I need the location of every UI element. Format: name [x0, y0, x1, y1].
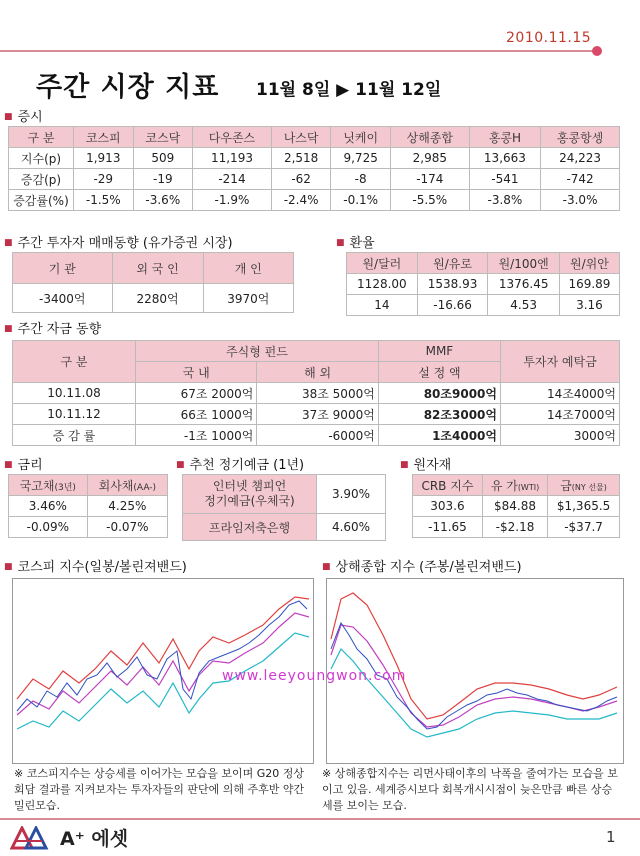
bullet-icon: ■ [176, 460, 185, 470]
table-header [548, 475, 620, 496]
table-cell: -5.5% [390, 190, 469, 211]
investor-table [12, 252, 294, 313]
header-text: 유 가 [490, 478, 518, 493]
bullet-icon: ■ [322, 562, 331, 572]
table-header: 닛케이 [331, 127, 391, 148]
table-cell: -1.9% [193, 190, 272, 211]
table-cell: -0.07% [87, 517, 167, 538]
table-cell: -$37.7 [548, 517, 620, 538]
table-cell: -1.5% [74, 190, 134, 211]
bullet-icon: ■ [400, 460, 409, 470]
table-header: 국 내 [136, 362, 257, 383]
watermark-text: www.leeyoungwon.com [222, 668, 407, 684]
deposit-product: 프라임저축은행 [183, 514, 317, 541]
table-cell: 지수(p) [9, 148, 74, 169]
table-header: 원/달러 [347, 253, 418, 274]
table-header-row [413, 475, 620, 496]
shanghai-note: ※ 상해종합지수는 리먼사태이후의 낙폭을 줄여가는 모습을 보이고 있음. 세계증시보다 회복개시시점이 늦은만큼 빠른 상승세를 보이는 모습. [322, 767, 618, 812]
table-header-row [13, 253, 294, 284]
logo-mark [10, 826, 54, 852]
kospi-note: ※ 코스피지수는 상승세를 이어가는 모습을 보이며 G20 정상회담 결과를 지켜보자는 투자자들의 판단에 의해 주후반 약간 밀린모습. [14, 767, 305, 812]
company-logo-icon [10, 826, 54, 856]
section-fx [336, 232, 375, 251]
page-title: 주간 시장 지표 [36, 72, 220, 103]
table-header: 나스닥 [271, 127, 331, 148]
table-row [9, 496, 168, 517]
table-cell: 37조 9000억 [257, 404, 378, 425]
report-date: 2010.11.15 [506, 30, 592, 46]
table-header: MMF [378, 341, 500, 362]
table-cell: 2,518 [271, 148, 331, 169]
header-subtext: (AA-) [133, 482, 157, 493]
brand-name: A⁺ 에셋 [60, 828, 129, 850]
table-header: 다우존스 [193, 127, 272, 148]
table-header-row [347, 253, 620, 274]
top-divider-dot [592, 46, 602, 56]
table-cell: 11,193 [193, 148, 272, 169]
table-header: 코스피 [74, 127, 134, 148]
table-cell: 3.46% [9, 496, 88, 517]
table-header: 상해종합 [390, 127, 469, 148]
deposit-product: 인터넷 챔피언 정기예금(우체국) [183, 475, 317, 514]
table-cell: 303.6 [413, 496, 483, 517]
header-text: 금 [560, 478, 572, 493]
table-cell: 82조3000억 [378, 404, 500, 425]
header-text: 국고채 [19, 478, 55, 493]
section-label: 주간 자금 동향 [17, 322, 102, 337]
table-cell: 증감률(%) [9, 190, 74, 211]
section-label: 원자재 [413, 458, 452, 473]
table-cell: -541 [469, 169, 540, 190]
bullet-icon: ■ [4, 112, 13, 122]
bullet-icon: ■ [4, 460, 13, 470]
table-cell: 4.25% [87, 496, 167, 517]
table-cell: -11.65 [413, 517, 483, 538]
section-label: 코스피 지수(일봉/볼린져밴드) [17, 560, 187, 575]
stock-table [8, 126, 620, 211]
rates-table [8, 474, 168, 538]
bullet-icon: ■ [336, 238, 345, 248]
table-row [13, 284, 294, 313]
table-cell: -1조 1000억 [136, 425, 257, 446]
table-cell: 3970억 [203, 284, 293, 313]
header-subtext: (3년) [54, 482, 76, 493]
table-header: 홍콩H [469, 127, 540, 148]
table-header: 주식형 펀드 [136, 341, 379, 362]
table-row [413, 517, 620, 538]
table-cell: -174 [390, 169, 469, 190]
table-cell: 증 감 률 [13, 425, 136, 446]
section-label: 상해종합 지수 (주봉/볼린져밴드) [335, 560, 522, 575]
table-row [9, 169, 620, 190]
table-cell: -2.4% [271, 190, 331, 211]
table-cell: -3.8% [469, 190, 540, 211]
bullet-icon: ■ [4, 324, 13, 334]
table-cell: 67조 2000억 [136, 383, 257, 404]
table-cell: 1376.45 [488, 274, 559, 295]
table-cell: 38조 5000억 [257, 383, 378, 404]
table-cell: -0.09% [9, 517, 88, 538]
header-subtext: (NY 선물) [571, 482, 607, 492]
table-cell: 9,725 [331, 148, 391, 169]
table-header: 설 정 액 [378, 362, 500, 383]
table-cell: 4.53 [488, 295, 559, 316]
table-row [13, 404, 620, 425]
header-text: 회사채 [98, 478, 134, 493]
table-row [13, 383, 620, 404]
table-cell: 13,663 [469, 148, 540, 169]
report-period: 11월 8일 ▶ 11월 12일 [256, 80, 442, 100]
table-header: 외 국 인 [112, 253, 203, 284]
table-cell: 1538.93 [417, 274, 488, 295]
deposit-table [182, 474, 386, 541]
table-cell: 증감(p) [9, 169, 74, 190]
section-label: 환율 [349, 236, 375, 251]
table-row [413, 496, 620, 517]
table-header [482, 475, 547, 496]
table-header-row [13, 341, 620, 362]
table-header: 투자자 예탁금 [501, 341, 620, 383]
table-cell: $84.88 [482, 496, 547, 517]
table-cell: 66조 1000억 [136, 404, 257, 425]
table-cell: -214 [193, 169, 272, 190]
fx-table [346, 252, 620, 316]
table-cell: 14조4000억 [501, 383, 620, 404]
table-cell: 2,985 [390, 148, 469, 169]
table-cell: 80조9000억 [378, 383, 500, 404]
table-row [347, 295, 620, 316]
table-cell: -3400억 [13, 284, 113, 313]
section-shanghai-chart [322, 556, 522, 575]
section-label: 증시 [17, 110, 43, 125]
table-cell: 1128.00 [347, 274, 418, 295]
table-cell: $1,365.5 [548, 496, 620, 517]
top-divider [0, 50, 598, 52]
page-number: 1 [606, 828, 616, 846]
table-cell: -19 [133, 169, 193, 190]
funds-table [12, 340, 620, 446]
table-row [9, 148, 620, 169]
table-row [13, 425, 620, 446]
table-cell: 24,223 [541, 148, 620, 169]
bullet-icon: ■ [4, 562, 13, 572]
section-commodities [400, 454, 451, 473]
table-cell: -16.66 [417, 295, 488, 316]
deposit-rate: 3.90% [317, 475, 386, 514]
table-cell: -742 [541, 169, 620, 190]
deposit-rate: 4.60% [317, 514, 386, 541]
table-cell: 3000억 [501, 425, 620, 446]
table-header [87, 475, 167, 496]
section-label: 주간 투자자 매매동향 (유가증권 시장) [17, 236, 233, 251]
table-row [9, 190, 620, 211]
table-header: 원/위안 [559, 253, 619, 274]
section-funds [4, 318, 101, 337]
table-row [183, 514, 386, 541]
table-header: 원/100엔 [488, 253, 559, 274]
table-header: CRB 지수 [413, 475, 483, 496]
table-header: 구 분 [13, 341, 136, 383]
bullet-icon: ■ [4, 238, 13, 248]
section-rates [4, 454, 43, 473]
table-cell: 14조7000억 [501, 404, 620, 425]
section-stock [4, 106, 43, 125]
table-header [9, 475, 88, 496]
table-row [347, 274, 620, 295]
table-cell: -8 [331, 169, 391, 190]
table-cell: 2280억 [112, 284, 203, 313]
table-cell: -0.1% [331, 190, 391, 211]
table-cell: -3.0% [541, 190, 620, 211]
commodities-table [412, 474, 620, 538]
table-cell: 509 [133, 148, 193, 169]
table-header: 해 외 [257, 362, 378, 383]
table-header-row [9, 475, 168, 496]
table-cell: -$2.18 [482, 517, 547, 538]
table-cell: 1조4000억 [378, 425, 500, 446]
table-cell: 14 [347, 295, 418, 316]
section-investor [4, 232, 233, 251]
section-label: 금리 [17, 458, 43, 473]
bottom-divider [0, 818, 640, 820]
section-deposit [176, 454, 304, 473]
table-cell: 10.11.08 [13, 383, 136, 404]
table-cell: -3.6% [133, 190, 193, 211]
table-header: 기 관 [13, 253, 113, 284]
table-row [183, 475, 386, 514]
section-kospi-chart [4, 556, 187, 575]
table-header: 원/유로 [417, 253, 488, 274]
section-label: 추천 정기예금 (1년) [189, 458, 305, 473]
table-cell: 3.16 [559, 295, 619, 316]
table-cell: -62 [271, 169, 331, 190]
table-header: 개 인 [203, 253, 293, 284]
table-header: 홍콩항셍 [541, 127, 620, 148]
table-row [9, 517, 168, 538]
table-cell: 169.89 [559, 274, 619, 295]
table-header-row [9, 127, 620, 148]
table-cell: -29 [74, 169, 134, 190]
table-header: 구 분 [9, 127, 74, 148]
table-cell: -6000억 [257, 425, 378, 446]
table-cell: 1,913 [74, 148, 134, 169]
table-header: 코스닥 [133, 127, 193, 148]
header-subtext: (WTI) [517, 482, 540, 492]
table-cell: 10.11.12 [13, 404, 136, 425]
